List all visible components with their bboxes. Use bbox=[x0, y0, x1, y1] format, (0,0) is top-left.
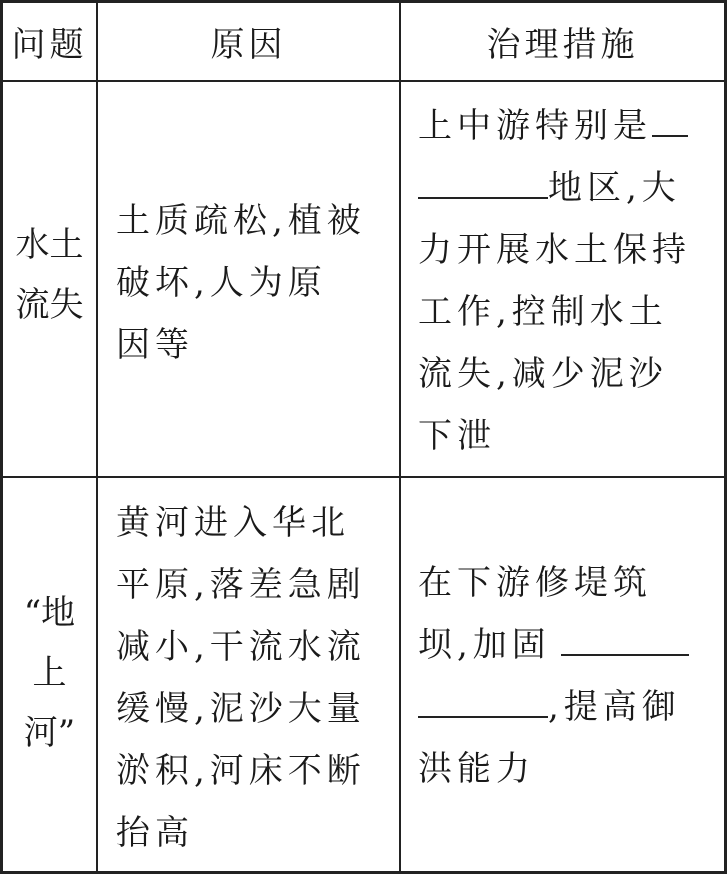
fill-in-blank bbox=[418, 680, 548, 718]
row2-cause-line: 抬高 bbox=[116, 813, 194, 853]
row1-measure-line bbox=[418, 95, 723, 157]
fill-in-blank bbox=[561, 618, 689, 656]
row1-measure-text: 上中游特别是 bbox=[418, 106, 652, 146]
row1-problem-line: 水土 bbox=[15, 225, 84, 265]
row1-measure-line: 下泄 bbox=[418, 416, 496, 456]
row1-problem bbox=[3, 215, 96, 335]
row2-cause-line: 淤积,河床不断 bbox=[116, 751, 366, 791]
row1-cause bbox=[116, 190, 396, 376]
row2-problem-line: 上 bbox=[32, 653, 67, 693]
row2-cause-line: 缓慢,泥沙大量 bbox=[116, 689, 366, 729]
column-divider-2 bbox=[399, 0, 401, 874]
row1-measure-line: 工作,控制水土 bbox=[418, 292, 668, 332]
row2-measure-line: 在下游修堤筑 bbox=[418, 563, 652, 603]
row2-problem-line: “地 bbox=[23, 593, 76, 633]
row1-measure bbox=[418, 95, 723, 467]
row2-measure bbox=[418, 552, 723, 800]
row2-measure-text: 坝,加固 bbox=[418, 625, 551, 665]
row1-cause-line: 破坏,人为原 bbox=[116, 263, 327, 303]
row1-problem-line: 流失 bbox=[15, 285, 84, 325]
header-cause: 原因 bbox=[210, 25, 287, 65]
row2-measure-line: 洪能力 bbox=[418, 749, 535, 789]
header-measure: 治理措施 bbox=[486, 25, 639, 65]
row1-measure-line: 流失,减少泥沙 bbox=[418, 354, 668, 394]
row2-cause-line: 平原,落差急剧 bbox=[116, 565, 366, 605]
row1-measure-line: 力开展水土保持 bbox=[418, 230, 691, 270]
row-divider-1 bbox=[0, 476, 727, 478]
header-problem: 问题 bbox=[11, 25, 88, 65]
row2-cause-line: 减小,干流水流 bbox=[116, 627, 366, 667]
row2-measure-line bbox=[418, 614, 723, 676]
row2-problem bbox=[3, 583, 96, 763]
row-divider-header bbox=[0, 80, 727, 82]
column-divider-1 bbox=[96, 0, 98, 874]
row1-measure-line bbox=[418, 157, 723, 219]
row2-cause-line: 黄河进入华北 bbox=[116, 503, 350, 543]
fill-in-blank bbox=[418, 161, 548, 199]
row1-cause-line: 土质疏松,植被 bbox=[116, 201, 366, 241]
row2-cause bbox=[116, 492, 396, 864]
row1-measure-text: 地区,大 bbox=[548, 168, 681, 208]
row2-problem-line: 河” bbox=[23, 713, 76, 753]
row2-measure-text: ,提高御 bbox=[548, 687, 681, 727]
row2-measure-line bbox=[418, 676, 723, 738]
row1-cause-line: 因等 bbox=[116, 325, 194, 365]
fill-in-blank bbox=[652, 99, 688, 137]
